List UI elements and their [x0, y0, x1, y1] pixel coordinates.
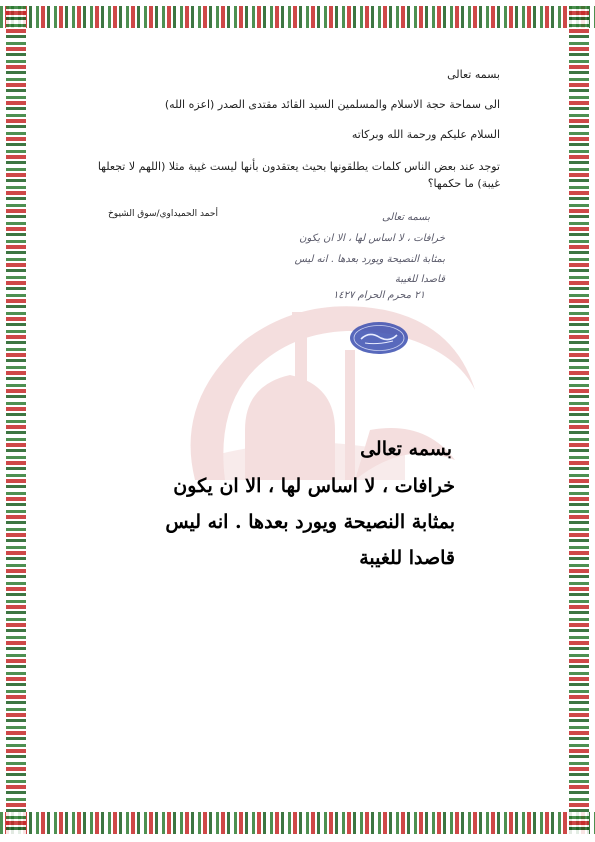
addressee-line: الى سماحة حجة الاسلام والمسلمين السيد القائد مقتدى الصدر (اعزه الله) [164, 98, 500, 111]
answer-line-1: خرافات ، لا اساس لها ، الا ان يكون [173, 475, 455, 497]
decorative-border-right [569, 6, 589, 834]
handwritten-line-1: بسمه تعالى [381, 212, 430, 223]
official-seal-stamp [349, 321, 409, 355]
answer-line-2: بمثابة النصيحة ويورد بعدها . انه ليس [165, 511, 455, 533]
watermark-logo [155, 280, 485, 500]
question-text: توجد عند بعض الناس كلمات يطلقونها بحيث يعتقدون بأنها ليست غيبة مثلا (اللهم لا تجعلها غيبة) ما حكمها؟ [97, 160, 500, 190]
handwritten-date: ٢١ محرم الحرام ١٤٢٧ [332, 290, 425, 301]
asker-signature: أحمد الحميداوي/سوق الشيوخ [108, 209, 218, 219]
handwritten-line-4: قاصدا للغيبة [394, 274, 445, 285]
answer-heading: بسمه تعالى [360, 438, 452, 460]
answer-line-3: قاصدا للغيبة [359, 547, 455, 569]
decorative-border-left [6, 6, 26, 834]
greeting-line: السلام عليكم ورحمة الله وبركاته [351, 128, 500, 141]
decorative-border-top [0, 6, 595, 28]
salutation-open: بسمه تعالى [447, 68, 500, 81]
decorative-border-bottom [0, 812, 595, 834]
handwritten-line-3: بمثابة النصيحة ويورد بعدها . انه ليس [294, 254, 445, 265]
handwritten-line-2: خرافات ، لا اساس لها ، الا ان يكون [299, 233, 445, 244]
